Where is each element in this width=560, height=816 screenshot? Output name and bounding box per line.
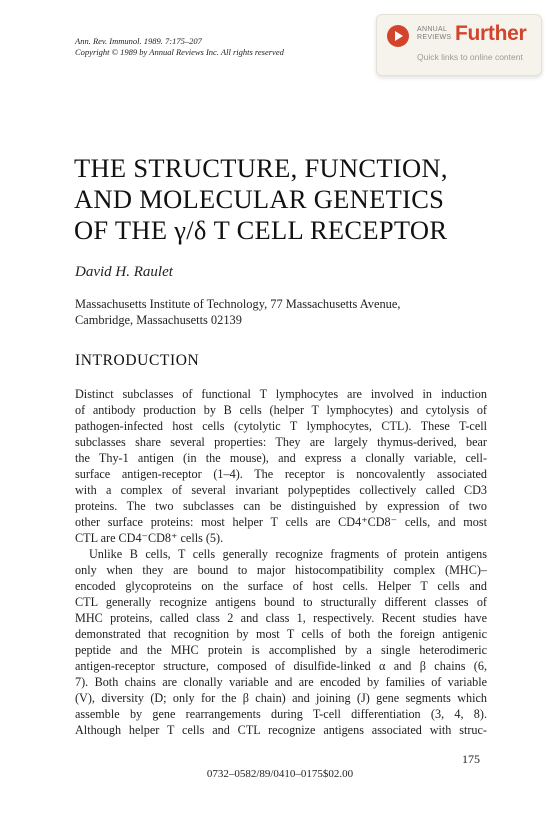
body-line: Unlike B cells, T cells generally recognize fragments of protein antigens: [89, 547, 487, 561]
title-line: OF THE γ/δ T CELL RECEPTOR: [74, 215, 448, 245]
body-line: Although helper T cells and CTL recognize antigens associated with struc-: [75, 723, 487, 737]
body-line: with a complex of several invariant polypeptides collectively called CD3: [75, 483, 487, 497]
journal-citation: Ann. Rev. Immunol. 1989. 7:175–207: [75, 36, 202, 46]
section-heading: INTRODUCTION: [75, 352, 200, 369]
journal-header: [75, 36, 284, 58]
further-links-badge[interactable]: [376, 14, 542, 76]
annual-reviews-logo: [417, 26, 451, 42]
body-line: assemble by gene rearrangements during T-cell differentiation (3, 4, 8).: [75, 707, 487, 721]
quick-links-subtitle: Quick links to online content: [417, 52, 523, 62]
body-line: demonstrated that recognition by most T cells of both the foreign antigenic: [75, 627, 487, 641]
brand-line-annual: ANNUAL: [417, 26, 448, 33]
author-affiliation: [75, 296, 495, 328]
body-line: antigen-receptor structure, composed of disulfide-linked α and β chains (6,: [75, 659, 487, 673]
body-line: other surface proteins: most helper T cells are CD4⁺CD8⁻ cells, and most: [75, 515, 487, 529]
body-line: CTL generally recognize antigens bound to structurally different classes of: [75, 595, 487, 609]
body-line: peptide and the MHC protein is accomplished by a single heterodimeric: [75, 643, 487, 657]
affiliation-line: Massachusetts Institute of Technology, 77 Massachusetts Avenue,: [75, 297, 401, 311]
body-line: surface antigen-receptor (1–4). The receptor is noncovalently associated: [75, 467, 487, 481]
body-line: CTL are CD4⁻CD8⁺ cells (5).: [75, 531, 224, 545]
copyright-notice: Copyright © 1989 by Annual Reviews Inc. All rights reserved: [75, 47, 284, 57]
body-text: [75, 386, 487, 738]
title-line: THE STRUCTURE, FUNCTION,: [74, 153, 448, 183]
body-line: pathogen-infected host cells (cytolytic T lymphocytes, CTL). These T-cell: [75, 419, 487, 433]
page-number: 175: [462, 752, 480, 766]
article-code: 0732–0582/89/0410–0175$02.00: [206, 768, 354, 780]
body-line: encoded glycoproteins on the surface of host cells. Helper T cells and: [75, 579, 487, 593]
body-line: only when they are bound to major histocompatibility complex (MHC)–: [75, 563, 487, 577]
body-line: of antibody production by B cells (helper T lymphocytes) and cytolysis of: [75, 403, 487, 417]
body-line: 7). Both chains are clonally variable and are encoded by families of variable: [75, 675, 487, 689]
body-line: proteins. The two subclasses can be distinguished by expression of two: [75, 499, 487, 513]
body-line: (V), diversity (D; only for the β chain) and joining (J) gene segments which: [75, 691, 487, 705]
body-line: Distinct subclasses of functional T lymphocytes are involved in induction: [75, 387, 487, 401]
brand-line-reviews: REVIEWS: [417, 34, 452, 41]
affiliation-line: Cambridge, Massachusetts 02139: [75, 313, 242, 327]
body-line: subclasses share several properties: They are largely thymus-derived, bear: [75, 435, 487, 449]
article-title: [74, 153, 494, 246]
play-arrow-icon: [387, 25, 409, 47]
body-line: MHC proteins, called class 2 and class 1, respectively. Recent studies have: [75, 611, 487, 625]
further-label: Further: [455, 22, 527, 45]
author-name: David H. Raulet: [75, 264, 173, 280]
body-line: the Thy-1 antigen (in the mouse), and express a clonally variable, cell-: [75, 451, 487, 465]
title-line: AND MOLECULAR GENETICS: [74, 184, 445, 214]
